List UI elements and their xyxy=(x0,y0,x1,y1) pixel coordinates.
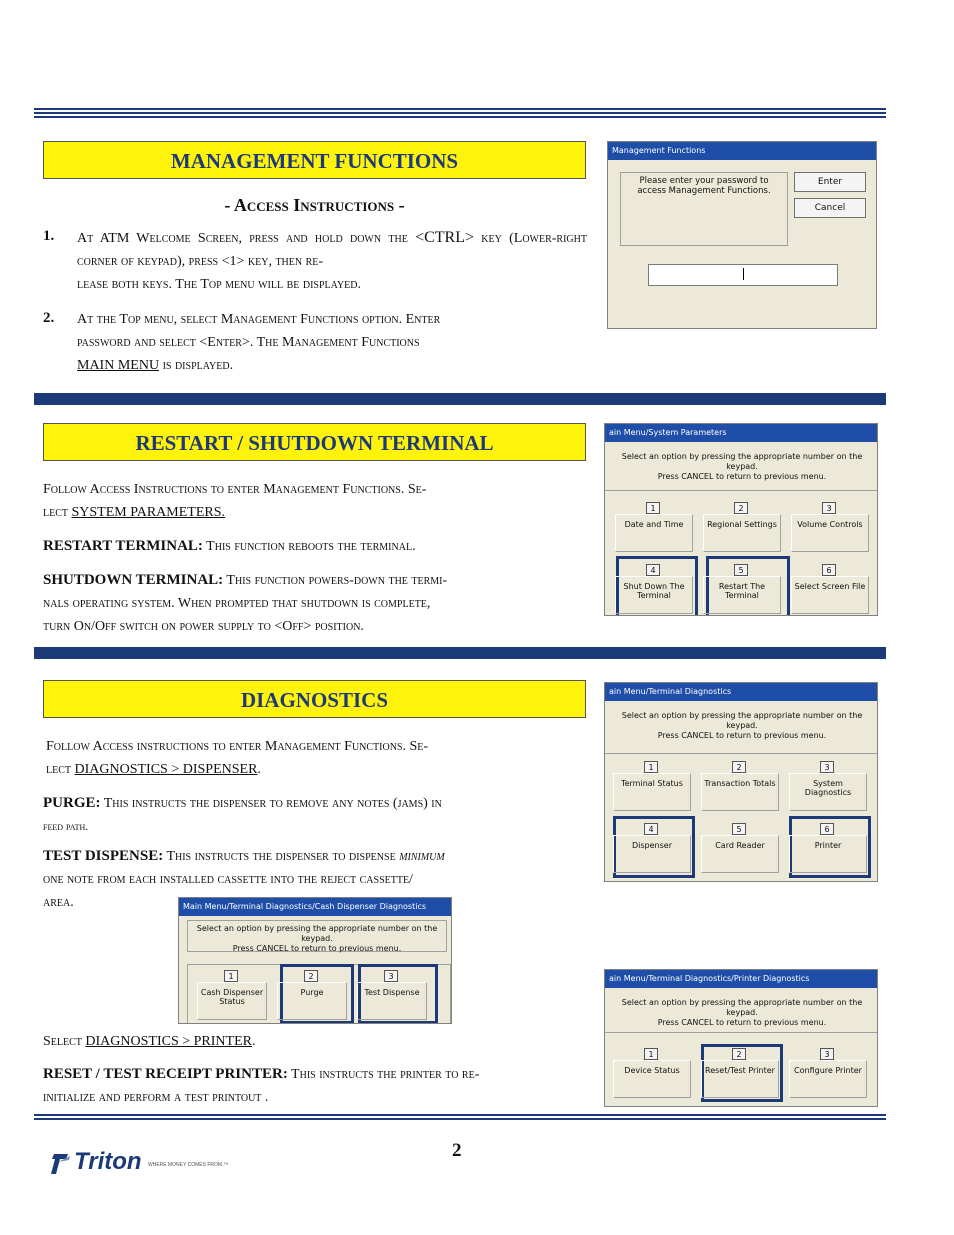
triton-logo-mark-icon xyxy=(50,1150,72,1176)
instruction-text: Select an option by pressing the appropriate number on the keypad. Press CANCEL to return to previous menu. xyxy=(621,711,863,740)
purge-desc xyxy=(43,792,588,838)
step-2-part-b: password and select <Enter>. The Management Functions xyxy=(77,335,420,350)
bottom-rule xyxy=(34,1114,886,1122)
management-functions-window xyxy=(607,141,877,329)
step-2-number: 2. xyxy=(43,310,55,326)
option-label-4: Dispenser xyxy=(632,841,672,850)
restart-intro xyxy=(43,478,588,524)
separator xyxy=(605,1032,878,1033)
shutdown-text-a: This function powers-down the termi- xyxy=(223,573,448,588)
step-1-part-b: key (Lower-right corner of keypad), press <1> key, then re- xyxy=(77,231,587,269)
section-divider-1 xyxy=(34,393,886,405)
reset-printer-text-a: This instructs the printer to re- xyxy=(287,1067,480,1082)
section-divider-2 xyxy=(34,647,886,659)
page-number: 2 xyxy=(452,1140,462,1161)
printer-intro xyxy=(43,1030,588,1053)
option-key-2[interactable]: 2 xyxy=(734,502,748,514)
main-menu-link: MAIN MENU xyxy=(77,358,160,373)
access-instructions-subtitle: - Access Instructions - xyxy=(224,195,405,215)
option-label-2: Purge xyxy=(300,988,324,997)
option-label-4: Shut Down The Terminal xyxy=(623,582,685,600)
logo-text: Triton xyxy=(74,1148,142,1175)
printer-intro-a: Select xyxy=(43,1034,86,1049)
window-title: Main Menu/Terminal Diagnostics/Cash Dispenser Diagnostics xyxy=(179,898,451,916)
restart-intro-b: lect xyxy=(43,505,72,520)
test-dispense-text-c: area. xyxy=(43,895,74,910)
instruction-text: Select an option by pressing the appropriate number on the keypad. Press CANCEL to return to previous menu. xyxy=(196,924,438,953)
option-label-3: Configure Printer xyxy=(794,1066,862,1075)
option-label-3: Test Dispense xyxy=(364,988,420,997)
option-key-4[interactable]: 4 xyxy=(646,564,660,576)
management-functions-heading: MANAGEMENT FUNCTIONS xyxy=(43,141,586,179)
purge-text-a: This instructs the dispenser to remove any notes (jams) in xyxy=(100,796,442,811)
enter-button[interactable]: Enter xyxy=(794,172,866,192)
logo-tagline: WHERE MONEY COMES FROM.™ xyxy=(148,1162,229,1168)
ctrl-key-text: <CTRL> xyxy=(415,229,475,246)
window-title: ain Menu/Terminal Diagnostics/Printer Diagnostics xyxy=(605,970,877,988)
diagnostics-heading: DIAGNOSTICS xyxy=(43,680,586,718)
system-parameters-link: SYSTEM PARAMETERS. xyxy=(71,505,226,520)
option-key-5[interactable]: 5 xyxy=(734,564,748,576)
option-key-6[interactable]: 6 xyxy=(822,564,836,576)
shutdown-text-b: nals operating system. When prompted that shutdown is complete, xyxy=(43,596,431,611)
step-2-text xyxy=(77,308,587,377)
purge-label: PURGE: xyxy=(43,795,101,811)
test-dispense-text-a: This instructs the dispenser to dispense xyxy=(163,849,400,864)
step-1-number: 1. xyxy=(43,228,55,244)
option-label-1: Device Status xyxy=(624,1066,680,1075)
reset-printer-label: RESET / TEST RECEIPT PRINTER: xyxy=(43,1066,288,1082)
terminal-diagnostics-window xyxy=(604,682,878,882)
step-2-part-a: At the Top menu, select Management Functions option. Enter xyxy=(77,312,441,327)
instruction-text: Select an option by pressing the appropriate number on the keypad. Press CANCEL to return to previous menu. xyxy=(621,452,863,481)
option-label-2: Regional Settings xyxy=(707,520,777,529)
step-2-part-c: is displayed. xyxy=(159,358,234,373)
option-key-4[interactable]: 4 xyxy=(644,823,658,835)
password-prompt: Please enter your password to access Management Functions. xyxy=(637,176,771,196)
option-key-3[interactable]: 3 xyxy=(820,1048,834,1060)
separator xyxy=(605,490,878,491)
cancel-button[interactable]: Cancel xyxy=(794,198,866,218)
option-label-1: Cash Dispenser Status xyxy=(200,988,264,1006)
option-key-1[interactable]: 1 xyxy=(644,761,658,773)
top-rule xyxy=(34,108,886,120)
diagnostics-intro xyxy=(46,735,588,781)
restart-intro-a: Follow Access Instructions to enter Management Functions. Se- xyxy=(43,482,427,497)
window-title: Management Functions xyxy=(608,142,876,160)
window-title: ain Menu/System Parameters xyxy=(605,424,877,442)
separator xyxy=(605,753,878,754)
option-label-1: Terminal Status xyxy=(621,779,683,788)
option-label-6: Printer xyxy=(814,841,842,850)
triton-logo xyxy=(50,1148,250,1178)
option-key-2[interactable]: 2 xyxy=(732,1048,746,1060)
option-label-2: Transaction Totals xyxy=(704,779,776,788)
option-label-6: Select Screen File xyxy=(794,582,866,591)
system-parameters-window xyxy=(604,423,878,616)
shutdown-terminal-desc xyxy=(43,569,588,638)
diag-intro-a: Follow Access instructions to enter Management Functions. Se- xyxy=(46,739,429,754)
option-key-1[interactable]: 1 xyxy=(646,502,660,514)
option-label-1: Date and Time xyxy=(624,520,684,529)
printer-intro-end: . xyxy=(251,1034,256,1049)
password-input[interactable] xyxy=(648,264,838,286)
option-key-2[interactable]: 2 xyxy=(732,761,746,773)
option-key-1[interactable]: 1 xyxy=(644,1048,658,1060)
restart-terminal-desc xyxy=(43,535,588,558)
purge-text-b: feed path. xyxy=(43,819,89,833)
option-label-2: Reset/Test Printer xyxy=(705,1066,775,1075)
password-prompt-box xyxy=(620,172,788,246)
window-title: ain Menu/Terminal Diagnostics xyxy=(605,683,877,701)
option-key-3[interactable]: 3 xyxy=(384,970,398,982)
option-key-2[interactable]: 2 xyxy=(304,970,318,982)
instruction-box xyxy=(187,920,447,952)
text-cursor xyxy=(743,268,744,280)
restart-shutdown-heading: RESTART / SHUTDOWN TERMINAL xyxy=(43,423,586,461)
instruction-text: Select an option by pressing the appropriate number on the keypad. Press CANCEL to return to previous menu. xyxy=(621,998,863,1027)
diagnostics-printer-link: DIAGNOSTICS > PRINTER xyxy=(85,1034,252,1049)
option-label-3: System Diagnostics xyxy=(804,779,852,797)
step-1-text xyxy=(77,226,587,296)
diag-intro-b: lect xyxy=(46,762,75,777)
option-key-6[interactable]: 6 xyxy=(820,823,834,835)
shutdown-text-c: turn On/Off switch on power supply to <Off> position. xyxy=(43,619,364,634)
minimum-text: minimum xyxy=(399,849,445,864)
step-1-part-c: lease both keys. The Top menu will be displayed. xyxy=(77,277,361,292)
reset-printer-text-b: initialize and perform a test printout . xyxy=(43,1090,269,1105)
cash-dispenser-diagnostics-window xyxy=(178,897,452,1024)
option-key-3[interactable]: 3 xyxy=(822,502,836,514)
shutdown-terminal-label: SHUTDOWN TERMINAL: xyxy=(43,572,224,588)
diag-intro-end: . xyxy=(257,762,261,777)
restart-terminal-label: RESTART TERMINAL: xyxy=(43,538,203,554)
printer-diagnostics-window xyxy=(604,969,878,1107)
diagnostics-dispenser-link: DIAGNOSTICS > DISPENSER xyxy=(74,762,258,777)
test-dispense-label: TEST DISPENSE: xyxy=(43,848,164,864)
restart-terminal-text: This function reboots the terminal. xyxy=(202,539,416,554)
option-label-5: Card Reader xyxy=(715,841,765,850)
step-1-part-a: At ATM Welcome Screen, press and hold down the xyxy=(77,231,416,246)
option-label-5: Restart The Terminal xyxy=(718,582,766,600)
option-key-3[interactable]: 3 xyxy=(820,761,834,773)
test-dispense-text-b: one note from each installed cassette into the reject cassette/ xyxy=(43,872,413,887)
option-key-5[interactable]: 5 xyxy=(732,823,746,835)
option-key-1[interactable]: 1 xyxy=(224,970,238,982)
option-label-3: Volume Controls xyxy=(797,520,863,529)
reset-printer-desc xyxy=(43,1063,588,1109)
